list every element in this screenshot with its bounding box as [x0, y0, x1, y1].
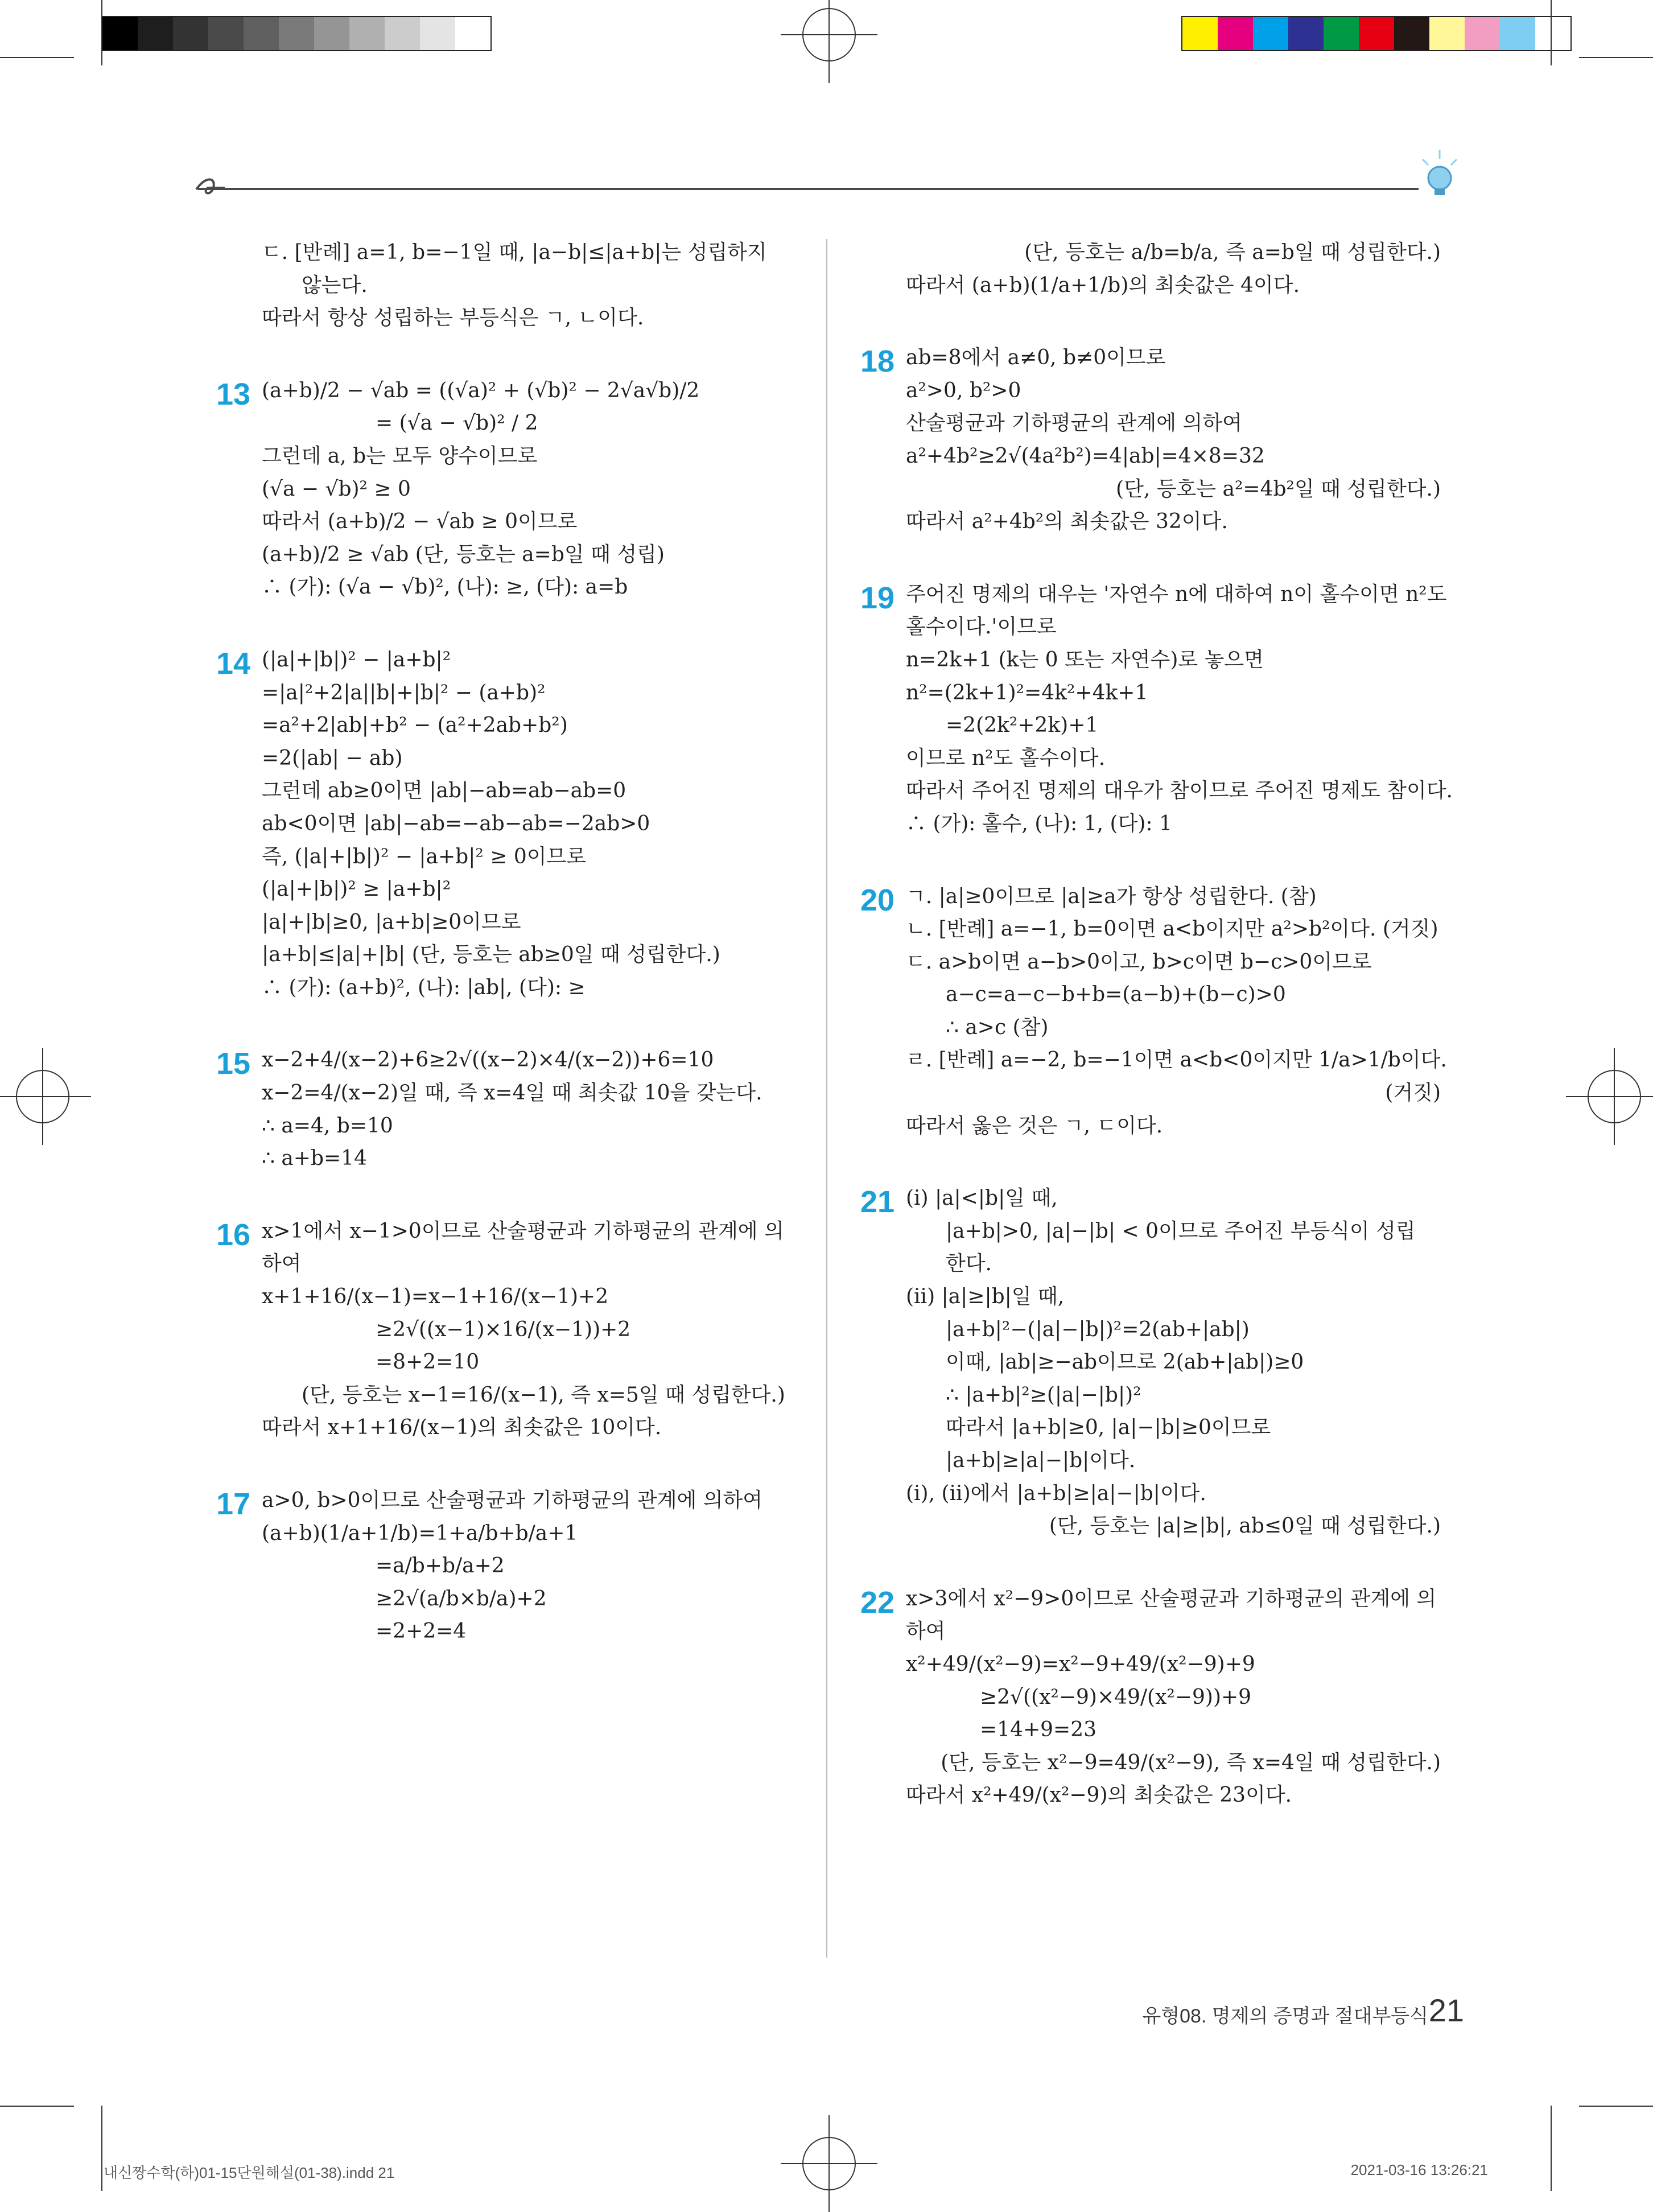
text-line: ab=8에서 a≠0, b≠0이므로	[906, 346, 1166, 370]
text-line: x>1에서 x−1>0이므로 산술평균과 기하평균의 관계에 의	[262, 1219, 784, 1243]
text-line: 이므로 n²도 홀수이다.	[906, 746, 1106, 770]
math-line: (a+b)/2 ≥ √ab (단, 등호는 a=b일 때 성립)	[262, 542, 665, 566]
answer-line: ∴ (가): 홀수, (나): 1, (다): 1	[906, 812, 1172, 835]
condition-line: (단, 등호는 x²−9=49/(x²−9), 즉 x=4일 때 성립한다.)	[941, 1750, 1441, 1774]
registration-mark-bottom	[802, 2137, 856, 2190]
text-line: |a+b|≤|a|+|b| (단, 등호는 ab≥0일 때 성립한다.)	[262, 943, 720, 967]
registration-mark-top	[802, 8, 856, 61]
condition-line: (단, 등호는 x−1=16/(x−1), 즉 x=5일 때 성립한다.)	[302, 1383, 785, 1407]
answer-line: ∴ (가): (√a − √b)², (나): ≥, (다): a=b	[262, 575, 628, 599]
problem-number: 14	[216, 646, 251, 681]
text-line: 한다.	[946, 1252, 992, 1276]
solution-12-tail	[262, 236, 802, 335]
problem-number: 20	[860, 883, 895, 917]
text-line: ㄹ. [반례] a=−2, b=−1이면 a<b<0이지만 1/a>1/b이다.	[906, 1048, 1447, 1072]
cmyk-color-bar	[1181, 16, 1572, 51]
math-line: a²+4b²≥2√(4a²b²)=4|ab|=4×8=32	[906, 444, 1265, 468]
math-line: n²=(2k+1)²=4k²+4k+1	[906, 681, 1148, 705]
answer-line: 따라서 (a+b)(1/a+1/b)의 최솟값은 4이다.	[906, 273, 1300, 297]
math-line: ≥2√((x²−9)×49/(x²−9))+9	[980, 1685, 1252, 1709]
math-line: =2(2k²+2k)+1	[946, 714, 1099, 738]
text-line: 즉, (|a|+|b|)² − |a+b|² ≥ 0이므로	[262, 845, 587, 868]
header-rule	[198, 188, 1419, 190]
problem-number: 21	[860, 1185, 895, 1220]
solution-17	[216, 1484, 802, 1648]
crop-mark	[101, 2106, 102, 2191]
page-number: 21	[1428, 1992, 1464, 2028]
solution-18	[860, 341, 1441, 538]
chapter-title: 유형08. 명제의 증명과 절대부등식	[1142, 2005, 1428, 2027]
problem-number: 16	[216, 1217, 251, 1252]
answer-line: 따라서 x²+49/(x²−9)의 최솟값은 23이다.	[906, 1783, 1292, 1807]
math-line: =2+2=4	[376, 1620, 467, 1643]
solution-14	[216, 644, 802, 1004]
math-line: =2(|ab| − ab)	[262, 746, 403, 770]
text-line: 따라서 항상 성립하는 부등식은 ㄱ, ㄴ이다.	[262, 306, 644, 330]
ribbon-icon	[193, 174, 228, 202]
registration-mark-left	[16, 1070, 69, 1123]
text-line: a>0, b>0이므로 산술평균과 기하평균의 관계에 의하여	[262, 1489, 763, 1512]
date-slug: 2021-03-16 13:26:21	[1350, 2161, 1488, 2178]
lightbulb-icon	[1417, 145, 1462, 202]
math-line: (a+b)/2 − √ab = ((√a)² + (√b)² − 2√a√b)/2	[262, 378, 700, 402]
problem-number: 19	[860, 580, 895, 615]
text-line: n=2k+1 (k는 0 또는 자연수)로 놓으면	[906, 648, 1264, 672]
solution-13	[216, 374, 802, 604]
math-line: x²+49/(x²−9)=x²−9+49/(x²−9)+9	[906, 1652, 1255, 1676]
file-slug: 내신짱수학(하)01-15단원해설(01-38).indd 21	[104, 2164, 395, 2181]
text-line: 하여	[906, 1620, 946, 1643]
math-line: (a+b)(1/a+1/b)=1+a/b+b/a+1	[262, 1521, 578, 1545]
text-line: ㄴ. [반례] a=−1, b=0이면 a<b이지만 a²>b²이다. (거짓)	[906, 917, 1438, 941]
problem-number: 22	[860, 1585, 895, 1620]
math-line: |a+b|≥|a|−|b|이다.	[946, 1449, 1136, 1472]
math-line: ∴ a>c (참)	[946, 1015, 1049, 1039]
answer-line: 따라서 a²+4b²의 최솟값은 32이다.	[906, 510, 1228, 534]
text-line: 홀수이다.'이므로	[906, 615, 1057, 639]
solution-22	[860, 1583, 1441, 1812]
condition-line: (단, 등호는 |a|≥|b|, ab≤0일 때 성립한다.)	[1049, 1514, 1441, 1538]
crop-mark	[0, 2106, 74, 2107]
answer-line: 따라서 x+1+16/(x−1)의 최솟값은 10이다.	[262, 1416, 662, 1440]
math-line: (|a|+|b|)² − |a+b|²	[262, 648, 451, 672]
text-line: (ii) |a|≥|b|일 때,	[906, 1285, 1065, 1309]
math-line: =a/b+b/a+2	[376, 1554, 505, 1578]
verdict-line: (거짓)	[1385, 1081, 1441, 1105]
math-line: = (√a − √b)² / 2	[376, 411, 538, 435]
text-line: 주어진 명제의 대우는 '자연수 n에 대하여 n이 홀수이면 n²도	[906, 582, 1447, 606]
crop-mark	[1579, 2106, 1653, 2107]
text-line: 따라서 |a+b|≥0, |a|−|b|≥0이므로	[946, 1416, 1271, 1440]
math-line: a²>0, b²>0	[906, 378, 1021, 402]
crop-mark	[0, 57, 74, 58]
text-line: ㄷ. [반례] a=1, b=−1일 때, |a−b|≤|a+b|는 성립하지	[262, 241, 767, 264]
condition-line: (단, 등호는 a²=4b²일 때 성립한다.)	[1116, 477, 1441, 501]
math-line: =a²+2|ab|+b² − (a²+2ab+b²)	[262, 714, 568, 738]
text-line: 하여	[262, 1252, 302, 1276]
math-line: x−2+4/(x−2)+6≥2√((x−2)×4/(x−2))+6=10	[262, 1048, 714, 1072]
crop-mark	[1579, 57, 1653, 58]
answer-line: ∴ (가): (a+b)², (나): |ab|, (다): ≥	[262, 975, 586, 999]
math-line: =8+2=10	[376, 1350, 480, 1374]
text-line: (i), (ii)에서 |a+b|≥|a|−|b|이다.	[906, 1481, 1206, 1505]
solution-20	[860, 880, 1447, 1143]
text-line: 않는다.	[302, 273, 368, 297]
text-line: ㄷ. a>b이면 a−b>0이고, b>c이면 b−c>0이므로	[906, 950, 1372, 974]
column-divider	[826, 239, 827, 1958]
solution-21	[860, 1182, 1441, 1543]
right-column	[860, 236, 1453, 1852]
math-line: ∴ a=4, b=10	[262, 1114, 393, 1138]
solution-19	[860, 578, 1453, 841]
text-line: x−2=4/(x−2)일 때, 즉 x=4일 때 최솟값 10을 갖는다.	[262, 1081, 762, 1105]
problem-number: 17	[216, 1487, 251, 1521]
condition-line: (단, 등호는 a/b=b/a, 즉 a=b일 때 성립한다.)	[1024, 241, 1441, 264]
text-line: 그런데 a, b는 모두 양수이므로	[262, 444, 538, 468]
text-line: 따라서 주어진 명제의 대우가 참이므로 주어진 명제도 참이다.	[906, 779, 1453, 803]
math-line: x+1+16/(x−1)=x−1+16/(x−1)+2	[262, 1285, 609, 1309]
text-line: |a+b|>0, |a|−|b| < 0이므로 주어진 부등식이 성립	[946, 1219, 1416, 1243]
math-line: (√a − √b)² ≥ 0	[262, 477, 411, 501]
left-column	[216, 236, 802, 1688]
problem-number: 15	[216, 1047, 251, 1081]
crop-mark	[1551, 2106, 1552, 2191]
math-line: ≥2√(a/b×b/a)+2	[376, 1587, 547, 1610]
math-line: 이때, |ab|≥−ab이므로 2(ab+|ab|)≥0	[946, 1350, 1304, 1374]
answer-line: ∴ a+b=14	[262, 1147, 367, 1171]
solution-15	[216, 1044, 802, 1175]
text-line: 산술평균과 기하평균의 관계에 의하여	[906, 411, 1242, 435]
text-line: ㄱ. |a|≥0이므로 |a|≥a가 항상 성립한다. (참)	[906, 884, 1317, 908]
text-line: |a|+|b|≥0, |a+b|≥0이므로	[262, 910, 521, 934]
text-line: x>3에서 x²−9>0이므로 산술평균과 기하평균의 관계에 의	[906, 1587, 1437, 1610]
math-line: a−c=a−c−b+b=(a−b)+(b−c)>0	[946, 983, 1286, 1007]
registration-mark-right	[1588, 1070, 1641, 1123]
math-line: ≥2√((x−1)×16/(x−1))+2	[376, 1317, 631, 1341]
math-line: =14+9=23	[980, 1718, 1097, 1742]
text-line: 그런데 ab≥0이면 |ab|−ab=ab−ab=0	[262, 779, 626, 803]
solution-16	[216, 1215, 802, 1444]
grayscale-color-bar	[101, 16, 492, 51]
problem-number: 18	[860, 344, 895, 379]
text-line: 따라서 (a+b)/2 − √ab ≥ 0이므로	[262, 510, 578, 534]
text-line: ab<0이면 |ab|−ab=−ab−ab=−2ab>0	[262, 812, 650, 835]
math-line: ∴ |a+b|²≥(|a|−|b|)²	[946, 1383, 1141, 1407]
crop-mark	[1551, 0, 1552, 65]
math-line: (|a|+|b|)² ≥ |a+b|²	[262, 878, 451, 901]
math-line: |a+b|²−(|a|−|b|)²=2(ab+|ab|)	[946, 1317, 1250, 1341]
problem-number: 13	[216, 377, 251, 411]
solution-17-tail	[906, 236, 1441, 302]
answer-line: 따라서 옳은 것은 ㄱ, ㄷ이다.	[906, 1114, 1163, 1138]
crop-mark	[101, 0, 102, 65]
math-line: =|a|²+2|a||b|+|b|² − (a+b)²	[262, 681, 546, 705]
text-line: (i) |a|<|b|일 때,	[906, 1187, 1058, 1210]
